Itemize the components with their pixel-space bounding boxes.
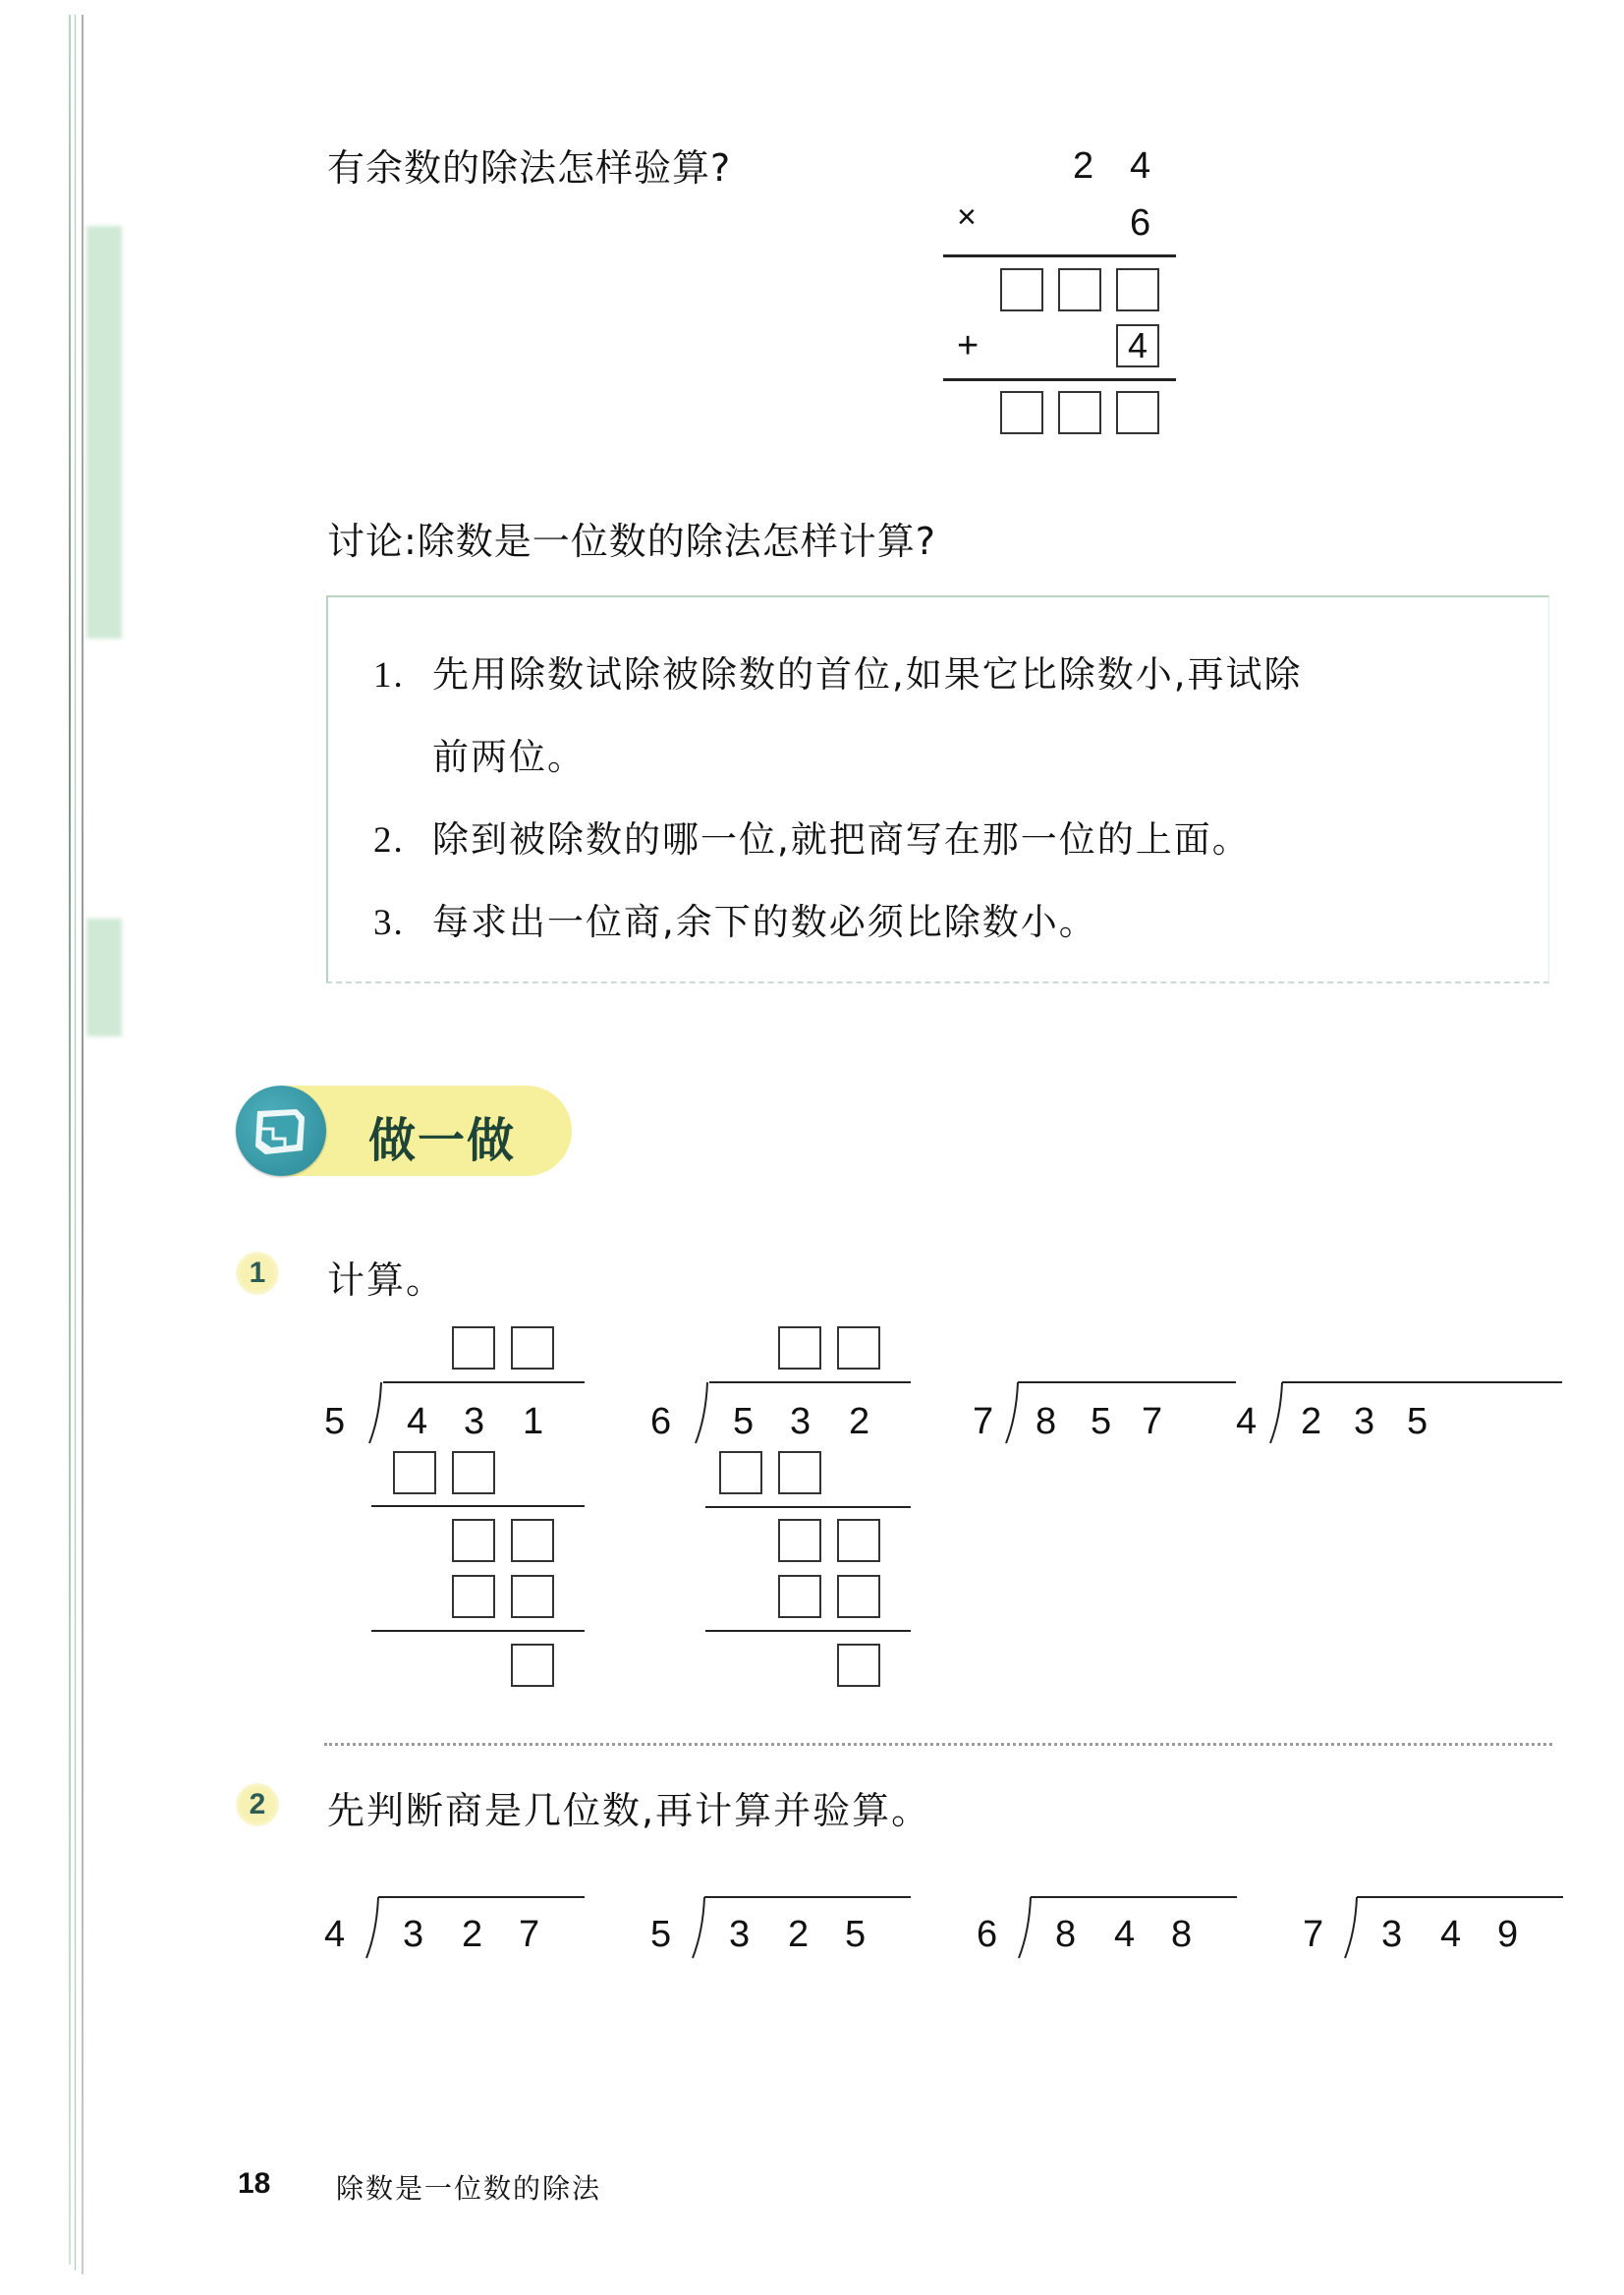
division-bar — [709, 1381, 911, 1383]
check-question: 有余数的除法怎样验算? — [327, 146, 732, 190]
work-box[interactable] — [778, 1575, 821, 1618]
division-bar — [704, 1896, 911, 1898]
work-box[interactable] — [452, 1519, 495, 1562]
work-box[interactable] — [837, 1575, 880, 1618]
margin-line — [69, 15, 71, 2265]
work-box[interactable] — [778, 1451, 821, 1494]
margin-line — [82, 15, 84, 2274]
dividend-digit: 3 — [403, 1914, 424, 1955]
divisor: 4 — [324, 1914, 346, 1955]
dividend-digit: 8 — [1171, 1914, 1193, 1955]
exercise-badge: 2 — [236, 1783, 279, 1826]
dividend-digit: 3 — [729, 1914, 751, 1955]
subtraction-line — [371, 1505, 585, 1507]
rule-index: 1. — [373, 655, 405, 696]
dividend-digit: 2 — [1301, 1401, 1322, 1442]
dividend-digit: 5 — [1407, 1401, 1428, 1442]
division-bracket — [368, 1381, 382, 1444]
multiplier-digit: 6 — [1130, 202, 1151, 244]
exercise-prompt: 计算。 — [327, 1259, 446, 1302]
quotient-box[interactable] — [452, 1326, 495, 1370]
work-box[interactable] — [511, 1519, 554, 1562]
remainder-box — [1116, 324, 1159, 367]
sum-line — [943, 378, 1176, 381]
rule-text: 除到被除数的哪一位,就把商写在那一位的上面。 — [432, 818, 1251, 861]
try-it-icon-circle — [236, 1086, 326, 1176]
dividend-digit: 3 — [1354, 1401, 1375, 1442]
quotient-box[interactable] — [778, 1326, 821, 1370]
dividend-digit: 4 — [1114, 1914, 1136, 1955]
remainder-value: 4 — [1127, 325, 1148, 365]
work-box[interactable] — [837, 1519, 880, 1562]
division-bracket — [1018, 1896, 1032, 1959]
notebook-corner-icon — [236, 1086, 326, 1176]
dividend-digit: 3 — [790, 1401, 812, 1442]
dividend-digit: 3 — [1381, 1914, 1403, 1955]
dividend-digit: 2 — [849, 1401, 870, 1442]
dividend-digit: 5 — [1091, 1401, 1112, 1442]
product-line — [943, 254, 1176, 257]
divisor: 7 — [973, 1401, 994, 1442]
subtraction-line — [371, 1630, 585, 1632]
exercise-prompt: 先判断商是几位数,再计算并验算。 — [327, 1789, 931, 1832]
rule-text: 先用除数试除被除数的首位,如果它比除数小,再试除 — [432, 653, 1303, 696]
division-bar — [1031, 1896, 1237, 1898]
divisor: 7 — [1303, 1914, 1324, 1955]
rules-box — [326, 595, 1549, 983]
dividend-digit: 5 — [733, 1401, 755, 1442]
division-bracket — [1344, 1896, 1358, 1959]
division-bar — [383, 1381, 585, 1383]
division-bar — [1018, 1381, 1236, 1383]
times-sign: × — [957, 198, 977, 236]
chapter-title: 除数是一位数的除法 — [336, 2172, 602, 2205]
quotient-box[interactable] — [511, 1326, 554, 1370]
section-divider — [324, 1743, 1552, 1746]
dividend-digit: 4 — [1440, 1914, 1462, 1955]
answer-box[interactable] — [1000, 391, 1043, 434]
subtraction-line — [705, 1630, 911, 1632]
margin-line — [75, 15, 76, 2270]
remainder-box[interactable] — [837, 1644, 880, 1687]
rule-item — [373, 810, 1251, 863]
division-bracket — [695, 1381, 708, 1444]
answer-box[interactable] — [1058, 268, 1101, 311]
answer-box[interactable] — [1000, 268, 1043, 311]
rule-item — [373, 644, 1303, 698]
work-box[interactable] — [393, 1451, 436, 1494]
quotient-box[interactable] — [837, 1326, 880, 1370]
answer-box[interactable] — [1058, 391, 1101, 434]
answer-box[interactable] — [1116, 268, 1159, 311]
dividend-digit: 8 — [1036, 1401, 1057, 1442]
dividend-digit: 8 — [1055, 1914, 1077, 1955]
exercise-badge: 1 — [236, 1252, 279, 1295]
dividend-digit: 9 — [1497, 1914, 1519, 1955]
dividend-digit: 5 — [845, 1914, 867, 1955]
division-bracket — [1269, 1381, 1283, 1444]
answer-box[interactable] — [1116, 391, 1159, 434]
divisor: 5 — [324, 1401, 346, 1442]
divisor: 6 — [977, 1914, 998, 1955]
discussion-prompt: 讨论:除数是一位数的除法怎样计算? — [327, 520, 936, 563]
dividend-digit: 1 — [523, 1401, 544, 1442]
division-bar — [1357, 1896, 1563, 1898]
remainder-box[interactable] — [511, 1644, 554, 1687]
rule-item — [373, 892, 1097, 945]
division-bracket — [365, 1896, 379, 1959]
division-bar — [378, 1896, 585, 1898]
division-bar — [1282, 1381, 1562, 1383]
work-box[interactable] — [452, 1575, 495, 1618]
rule-index: 2. — [373, 820, 405, 861]
division-bracket — [1005, 1381, 1019, 1444]
work-box[interactable] — [452, 1451, 495, 1494]
rule-index: 3. — [373, 903, 405, 943]
dividend-digit: 7 — [519, 1914, 540, 1955]
dividend-digit: 2 — [462, 1914, 483, 1955]
multiplicand-digit: 2 — [1073, 145, 1094, 187]
divisor: 4 — [1236, 1401, 1258, 1442]
divisor: 6 — [650, 1401, 672, 1442]
rule-text: 每求出一位商,余下的数必须比除数小。 — [432, 901, 1097, 943]
work-box[interactable] — [778, 1519, 821, 1562]
subtraction-line — [705, 1506, 911, 1508]
dividend-digit: 7 — [1142, 1401, 1163, 1442]
division-bracket — [692, 1896, 705, 1959]
dividend-digit: 2 — [788, 1914, 810, 1955]
dividend-digit: 3 — [464, 1401, 485, 1442]
dividend-digit: 4 — [407, 1401, 428, 1442]
divisor: 5 — [650, 1914, 672, 1955]
margin-green-wash — [86, 919, 122, 1036]
page-number: 18 — [238, 2167, 271, 2200]
multiplicand-digit: 4 — [1130, 145, 1151, 187]
rule-continuation: 前两位。 — [432, 736, 586, 778]
margin-green-wash — [86, 226, 122, 639]
try-it-label: 做一做 — [368, 1113, 517, 1168]
plus-sign: + — [957, 325, 980, 366]
work-box[interactable] — [719, 1451, 762, 1494]
work-box[interactable] — [511, 1575, 554, 1618]
